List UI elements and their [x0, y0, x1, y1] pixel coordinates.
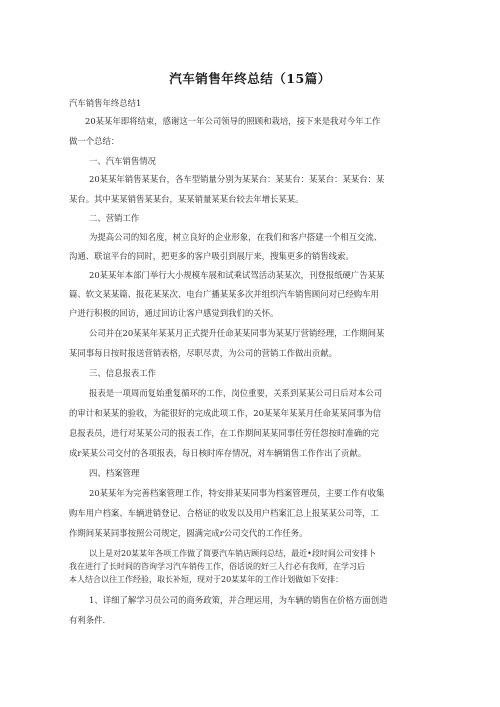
paragraph-line: 1、详细了解学习员公司的商务政策，并合理运用，为车辆的销售在价格方面创造 — [89, 595, 388, 605]
paragraph-line: 某同事每日按时报送营销表格，尽职尽责，为公司的营销工作做出贡献。 — [69, 348, 337, 358]
section-heading: 一、汽车销售情况 — [89, 156, 156, 166]
document-title: 汽车销售年终总结（15篇） — [169, 71, 331, 86]
paragraph-line: 20某某年为完善档案管理工作，特安排某某同事为档案管理员，主要工作有收集 — [89, 488, 385, 498]
paragraph-line: 某台。其中某某销售某某台，某某销量某某台较去年增长某某。 — [69, 194, 304, 204]
paragraph-line: 以上是对20某某年各项工作做了简要汽车销店顾问总结，最近•段时间公司安排卜 — [89, 549, 376, 558]
paragraph-line: 购车用户档案、车辆进销登记、合格证的收发以及用户档案汇总上报某某公司等，工 — [69, 508, 379, 518]
paragraph-line: 我在进行了长时间的咨询学习汽车销传工作，俗话说的好三人行必有我师，在学习后 — [69, 562, 365, 571]
paragraph-line: 沟通、联谊平台的同时，把更多的客户吸引到展厅来，搜集更多的销售线索。 — [69, 251, 354, 261]
paragraph-line: 20某某年本部门举行大小规模车展和试乘试驾活动某某次，刊登报纸硬广告某某 — [89, 270, 385, 280]
section-heading: 四、档案管理 — [89, 468, 140, 478]
paragraph-line: 成r某某公司交付的各项报表，每日核时库存情况，对车辆销售工作作出了贡献。 — [69, 448, 367, 458]
paragraph-line: 为提高公司的知名度，树立良好的企业形象，在我们和客户搭建一个相互交流、 — [89, 232, 383, 242]
paragraph-line: 20某某年即将结束，感谢这一年公司领导的照顾和栽培，接下来是我对今年工作 — [85, 116, 381, 126]
paragraph-line: 息报表员，进行对某某公司的报表工作，在工作期间某某同事任劳任怨按时准确的完 — [69, 428, 379, 438]
paragraph-line: 篇、软文某某篇、报花某某次、电台广播某某多次并组织汽车销售顾问对已经购车用 — [69, 289, 379, 299]
paragraph-line: 的审计和某某的验收，为能很好的完成此项工作，20某某年某某月任命某某同事为信 — [69, 408, 382, 418]
paragraph-line: 公司并在20某某年某某月正式提升任命某某同事为某某厅营销经理，工作期间某 — [89, 328, 385, 338]
paragraph-line: 做一个总结： — [69, 136, 120, 146]
section-heading: 三、信息报表工作 — [89, 368, 156, 378]
section-heading: 二、营销工作 — [89, 213, 140, 223]
paragraph-line: 有利条件. — [69, 615, 106, 625]
paragraph-line: 20某某年销售某某台，各车型销量分别为某某台：某某台：某某台：某某台：某 — [89, 174, 385, 184]
paragraph-line: 户进行积极的回访，通过回访让客户感觉到我们的关怀。 — [69, 308, 279, 318]
document-subtitle: 汽车销售年终总结1 — [69, 98, 142, 108]
paragraph-line: 本人结合以往工作经验，取长补短，现对于20某某年的工作计划做如下安排： — [69, 575, 344, 584]
paragraph-line: 报表是一项周而复始重复循环的工作，岗位重要，关系到某某公司日后对本公司 — [89, 388, 383, 398]
paragraph-line: 作期间某某同事按照公司规定，圆满完成r公司交代的工作任务。 — [69, 528, 308, 538]
